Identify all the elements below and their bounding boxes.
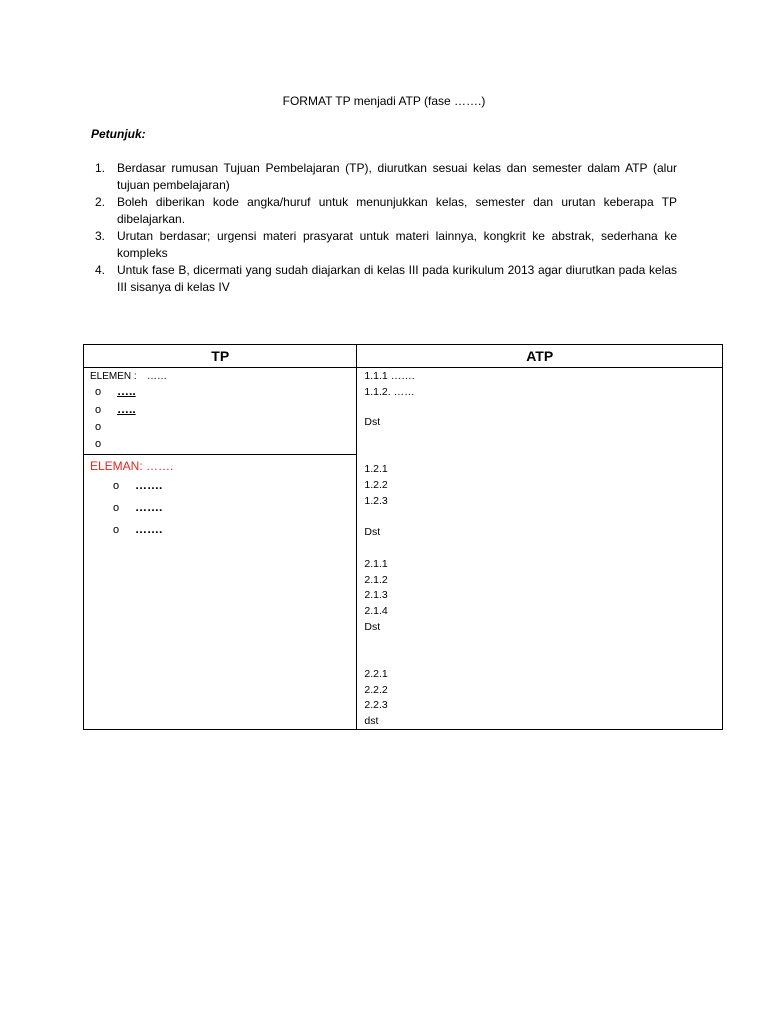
bullet-icon: o <box>113 524 120 536</box>
atp-line: 1.1.2. …… <box>364 386 415 398</box>
atp-cell <box>357 368 723 730</box>
atp-line: 2.2.3 <box>364 699 388 711</box>
bullet-icon: o <box>95 438 102 450</box>
bullet-icon: o <box>95 386 102 398</box>
instruction-number: 4. <box>95 263 106 277</box>
atp-line: 2.1.3 <box>364 589 388 601</box>
atp-line: 1.2.3 <box>364 495 388 507</box>
instruction-text: Untuk fase B, dicermati yang sudah diajarkan di kelas III pada kurikulum 2013 agar diurutkan pada kelas III sisanya di kelas IV <box>117 263 677 294</box>
atp-line: Dst <box>364 416 381 428</box>
bullet-icon: o <box>113 502 120 514</box>
tp-column-header: TP <box>84 345 357 368</box>
petunjuk-heading: Petunjuk: <box>91 127 146 141</box>
tp-cell <box>84 368 357 730</box>
elemen-dots: …… <box>147 371 167 382</box>
instruction-number: 1. <box>95 161 106 175</box>
instruction-text: Berdasar rumusan Tujuan Pembelajaran (TP), diurutkan sesuai kelas dan semester dalam ATP (alur tujuan pembelajaran) <box>117 161 677 192</box>
elemen-item: ….. <box>117 384 136 398</box>
elemen-item: ….. <box>117 402 136 416</box>
atp-line: 1.2.1 <box>364 463 388 475</box>
tp-atp-table <box>83 344 723 730</box>
bullet-icon: o <box>113 480 120 492</box>
atp-line: 2.1.4 <box>364 605 388 617</box>
atp-line: 2.2.2 <box>364 684 388 696</box>
instruction-text: Boleh diberikan kode angka/huruf untuk menunjukkan kelas, semester dan urutan keberapa TP dibelajarkan. <box>117 195 677 226</box>
eleman-item: ……. <box>135 478 163 492</box>
instruction-item <box>91 228 677 262</box>
atp-line: 1.2.2 <box>364 479 388 491</box>
atp-line: 2.2.1 <box>364 668 388 680</box>
instruction-list <box>91 160 677 296</box>
eleman-label: ELEMAN: ……. <box>90 459 174 473</box>
bullet-icon: o <box>95 421 102 433</box>
instruction-number: 2. <box>95 195 106 209</box>
atp-line: Dst <box>364 621 381 633</box>
instruction-item <box>91 160 677 194</box>
atp-line: 1.1.1 ……. <box>364 370 415 382</box>
instruction-item <box>91 262 677 296</box>
elemen-label: ELEMEN : <box>90 371 137 382</box>
table-body-row <box>84 368 723 730</box>
instruction-text: Urutan berdasar; urgensi materi prasyarat untuk materi lainnya, kongkrit ke abstrak, sederhana ke kompleks <box>117 229 677 260</box>
atp-line: Dst <box>364 526 381 538</box>
eleman-item: ……. <box>135 500 163 514</box>
atp-line: 2.1.2 <box>364 574 388 586</box>
eleman-item: ……. <box>135 522 163 536</box>
table-header-row <box>84 345 723 368</box>
instruction-item <box>91 194 677 228</box>
bullet-icon: o <box>95 404 102 416</box>
atp-column-header: ATP <box>357 345 723 368</box>
instruction-number: 3. <box>95 229 106 243</box>
atp-line: 2.1.1 <box>364 558 388 570</box>
document-title: FORMAT TP menjadi ATP (fase …….) <box>282 94 486 108</box>
elemen-block <box>84 368 357 455</box>
atp-line: dst <box>364 715 379 727</box>
